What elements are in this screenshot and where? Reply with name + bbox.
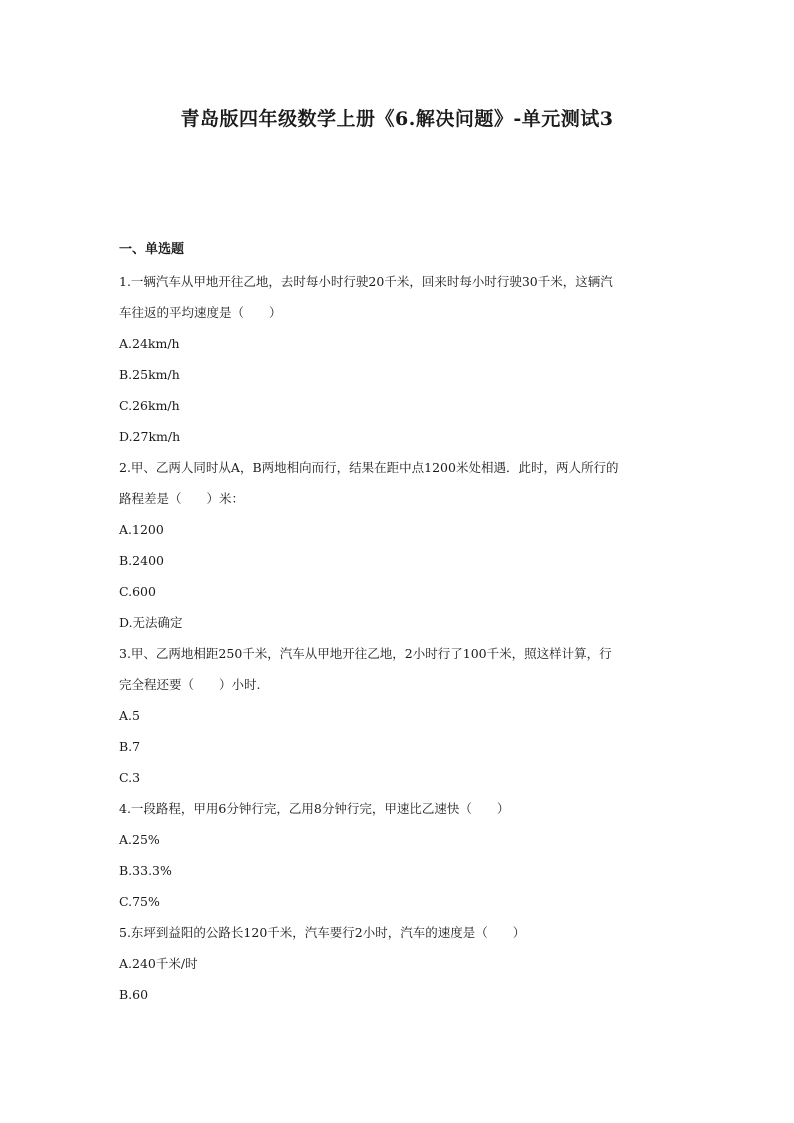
question-list (119, 266, 679, 1010)
question-3-stem-line-1: 3.甲、乙两地相距250千米，汽车从甲地开往乙地，2小时行了100千米，照这样计算，行 (119, 646, 612, 661)
question-3-option-c: C.3 (119, 770, 141, 785)
section-heading: 一、单选题 (119, 242, 185, 257)
question-4-option-a: A.25% (119, 832, 160, 847)
question-1-stem-line-1: 1.一辆汽车从甲地开往乙地，去时每小时行驶20千米，回来时每小时行驶30千米，这辆汽 (119, 274, 613, 289)
question-5-option-a: A.240千米/时 (119, 956, 198, 971)
question-2-option-d: D.无法确定 (119, 615, 183, 630)
question-5-option-b: B.60 (119, 987, 149, 1002)
question-2-stem-line-2: 路程差是（ ）米： (119, 491, 245, 506)
question-5-stem-line-1: 5.东坪到益阳的公路长120千米，汽车要行2小时，汽车的速度是（ ） (119, 925, 526, 940)
question-1-option-a: A.24km/h (119, 336, 180, 351)
question-3-option-a: A.5 (119, 708, 140, 723)
question-3-option-b: B.7 (119, 739, 141, 754)
question-1-option-b: B.25km/h (119, 367, 180, 382)
question-4-stem-line-1: 4.一段路程，甲用6分钟行完，乙用8分钟行完，甲速比乙速快（ ） (119, 801, 510, 816)
document-title: 青岛版四年级数学上册《6.解决问题》-单元测试3 (180, 108, 614, 130)
question-1-stem-line-2: 车往返的平均速度是（ ） (119, 305, 282, 320)
question-2-option-c: C.600 (119, 584, 156, 599)
question-4-option-b: B.33.3% (119, 863, 172, 878)
question-4-option-c: C.75% (119, 894, 160, 909)
question-2-stem-line-1: 2.甲、乙两人同时从A，B两地相向而行，结果在距中点1200米处相遇．此时，两人所行的 (119, 460, 619, 475)
question-1-option-d: D.27km/h (119, 429, 181, 444)
question-2-option-a: A.1200 (119, 522, 164, 537)
question-1-option-c: C.26km/h (119, 398, 180, 413)
question-3-stem-line-2: 完全程还要（ ）小时. (119, 677, 261, 692)
question-2-option-b: B.2400 (119, 553, 164, 568)
